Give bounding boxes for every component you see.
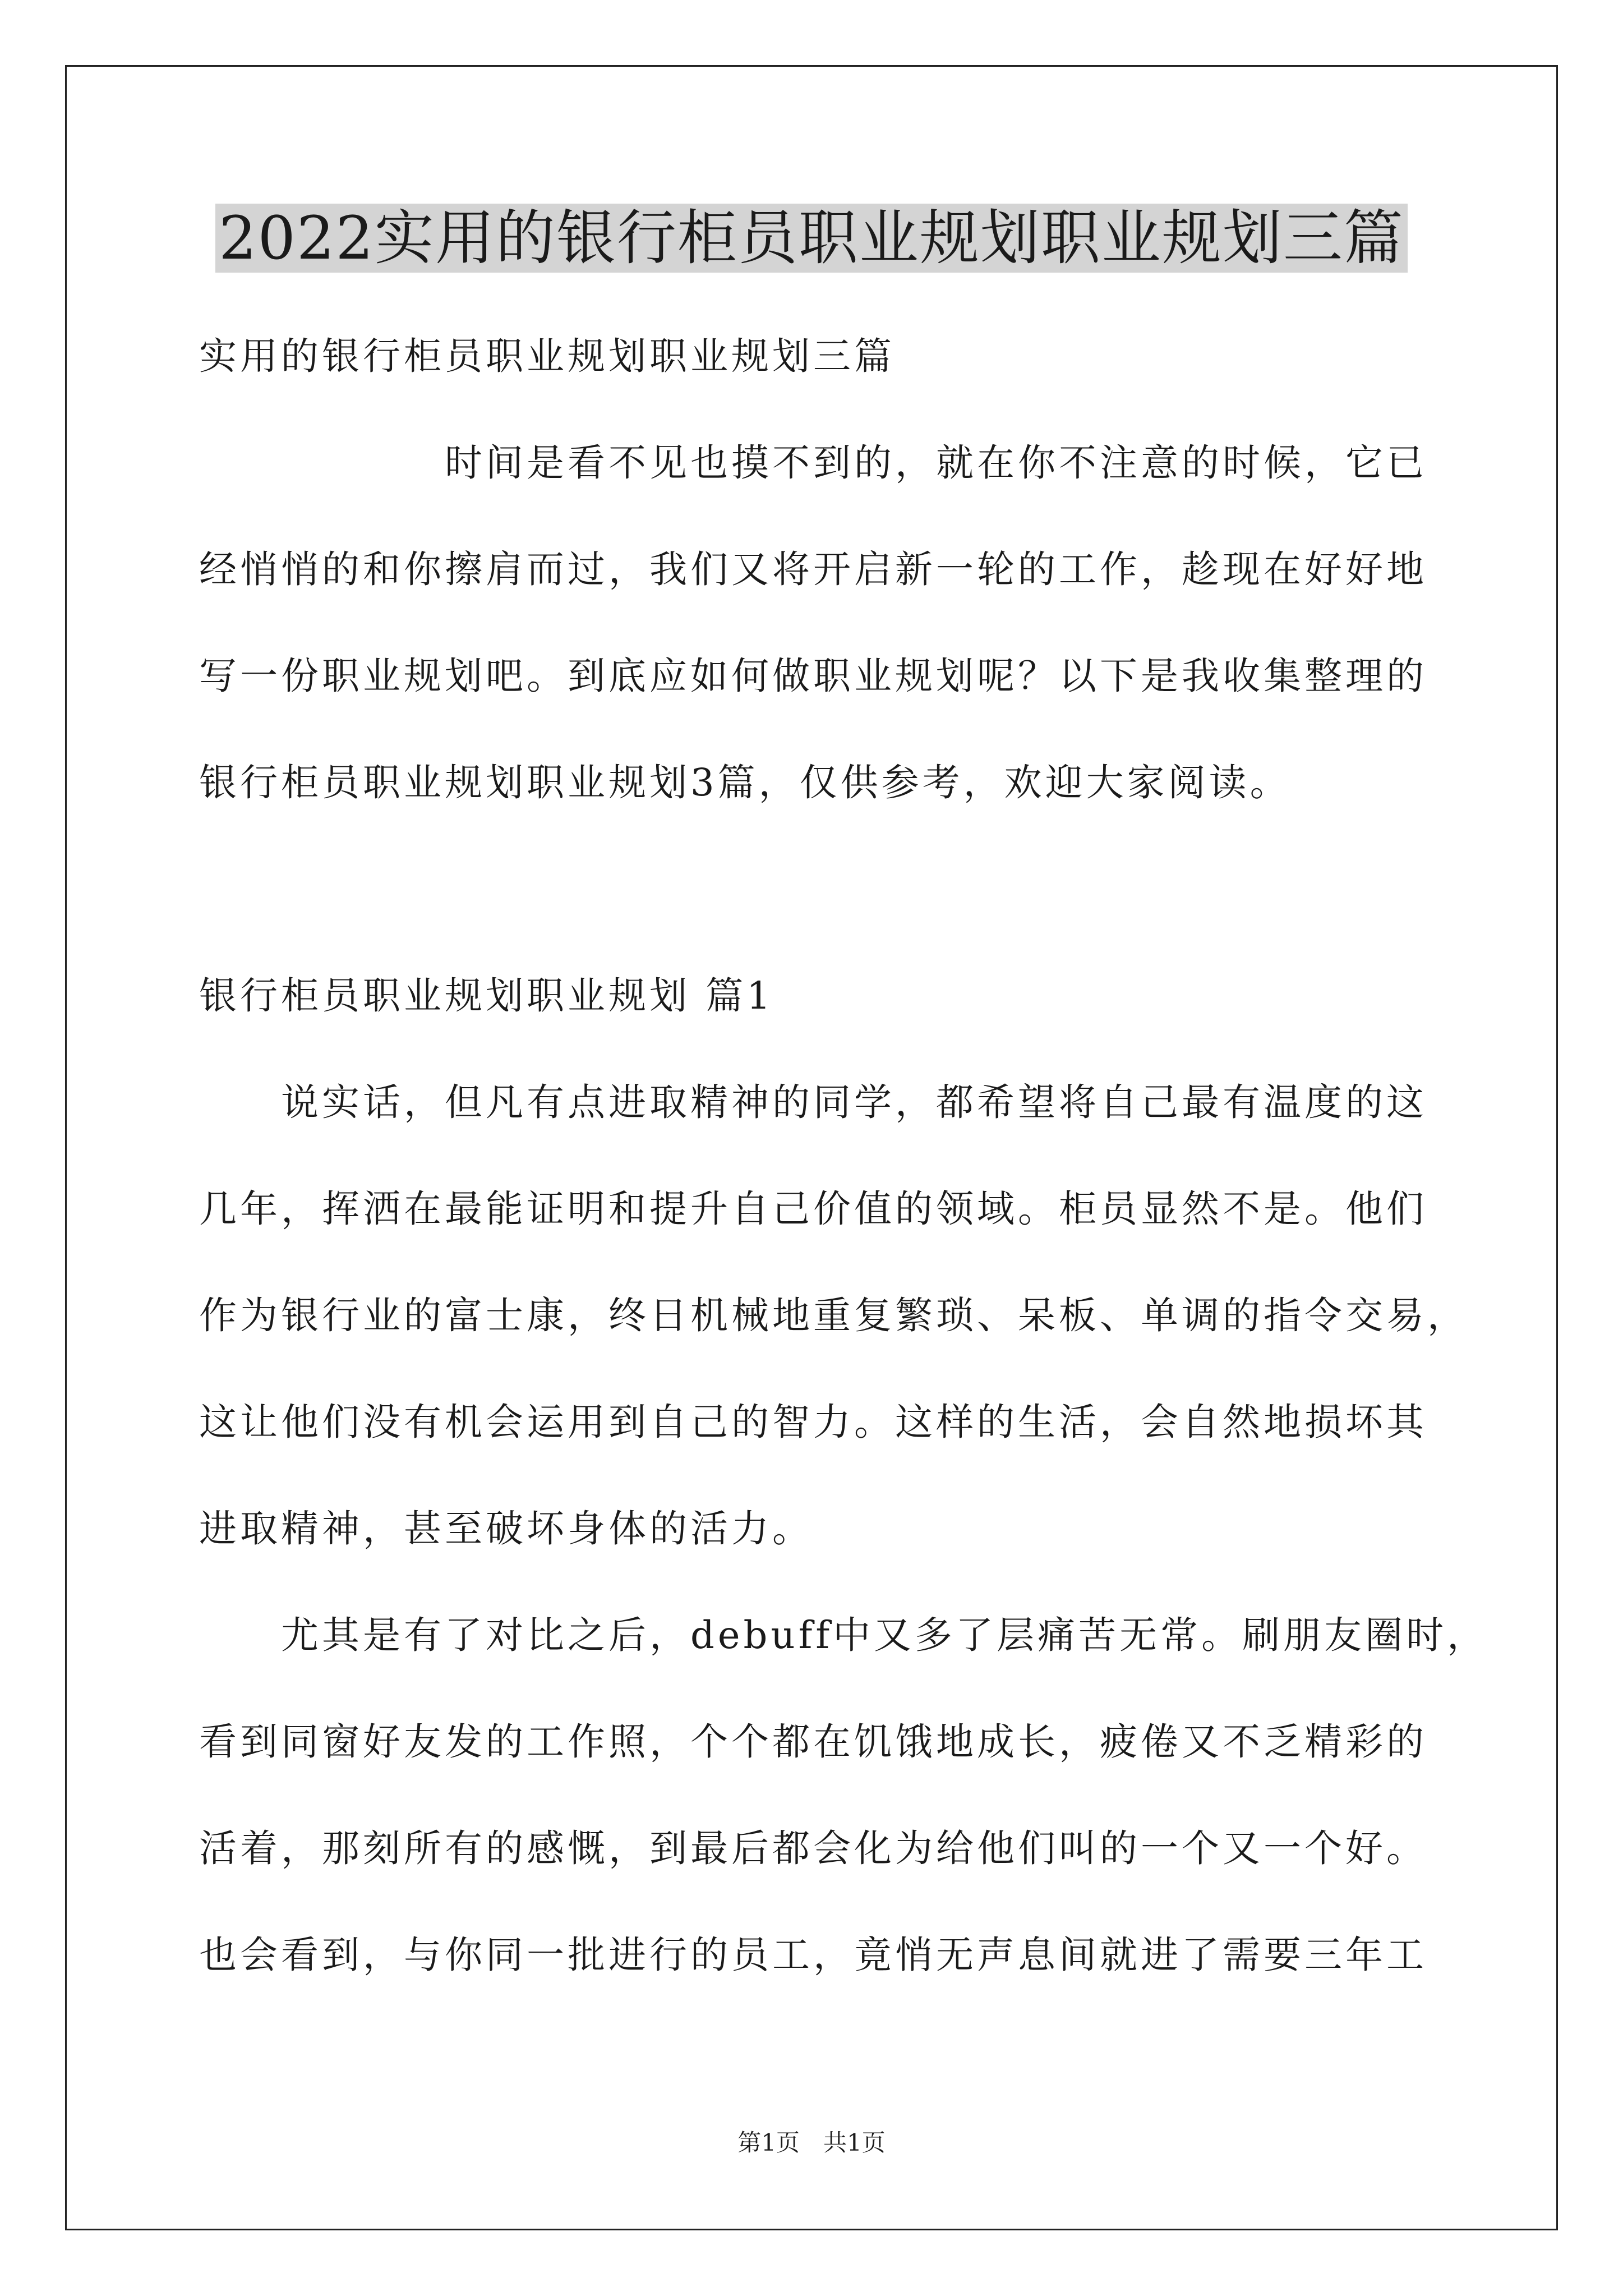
document-subtitle: 实用的银行柜员职业规划职业规划三篇 — [199, 334, 895, 378]
intro-line: 写一份职业规划吧。到底应如何做职业规划呢？以下是我收集整理的 — [199, 654, 1427, 698]
paragraph1-line: 进取精神，甚至破坏身体的活力。 — [199, 1507, 813, 1550]
paragraph1-line: 说实话，但凡有点进取精神的同学，都希望将自己最有温度的这 — [199, 1080, 1427, 1124]
paragraph2-line: 也会看到，与你同一批进行的员工，竟悄无声息间就进了需要三年工 — [199, 1933, 1427, 1977]
paragraph1-line: 作为银行业的富士康，终日机械地重复繁琐、呆板、单调的指令交易， — [199, 1294, 1468, 1337]
intro-line: 时间是看不见也摸不到的，就在你不注意的时候，它已 — [199, 441, 1427, 485]
paragraph2-line: 活着，那刻所有的感慨，到最后都会化为给他们叫的一个又一个好。 — [199, 1826, 1427, 1870]
intro-line: 经悄悄的和你擦肩而过，我们又将开启新一轮的工作，趁现在好好地 — [199, 547, 1427, 591]
document-title — [0, 199, 1623, 278]
document-body — [199, 303, 1488, 2008]
page-number-footer: 第1页 共1页 — [737, 2129, 886, 2156]
paragraph1-line: 几年，挥洒在最能证明和提升自己价值的领域。柜员显然不是。他们 — [199, 1187, 1427, 1231]
paragraph2-line: 尤其是有了对比之后，debuff中又多了层痛苦无常。刷朋友圈时， — [199, 1613, 1488, 1657]
section-heading: 银行柜员职业规划职业规划 篇1 — [199, 974, 774, 1018]
paragraph1-line: 这让他们没有机会运用到自己的智力。这样的生活，会自然地损坏其 — [199, 1400, 1427, 1444]
section-spacer — [199, 836, 1433, 942]
paragraph2-line: 看到同窗好友发的工作照，个个都在饥饿地成长，疲倦又不乏精彩的 — [199, 1720, 1427, 1764]
document-title-text: 2022实用的银行柜员职业规划职业规划三篇 — [215, 204, 1408, 273]
intro-line: 银行柜员职业规划职业规划3篇，仅供参考，欢迎大家阅读。 — [199, 761, 1291, 804]
